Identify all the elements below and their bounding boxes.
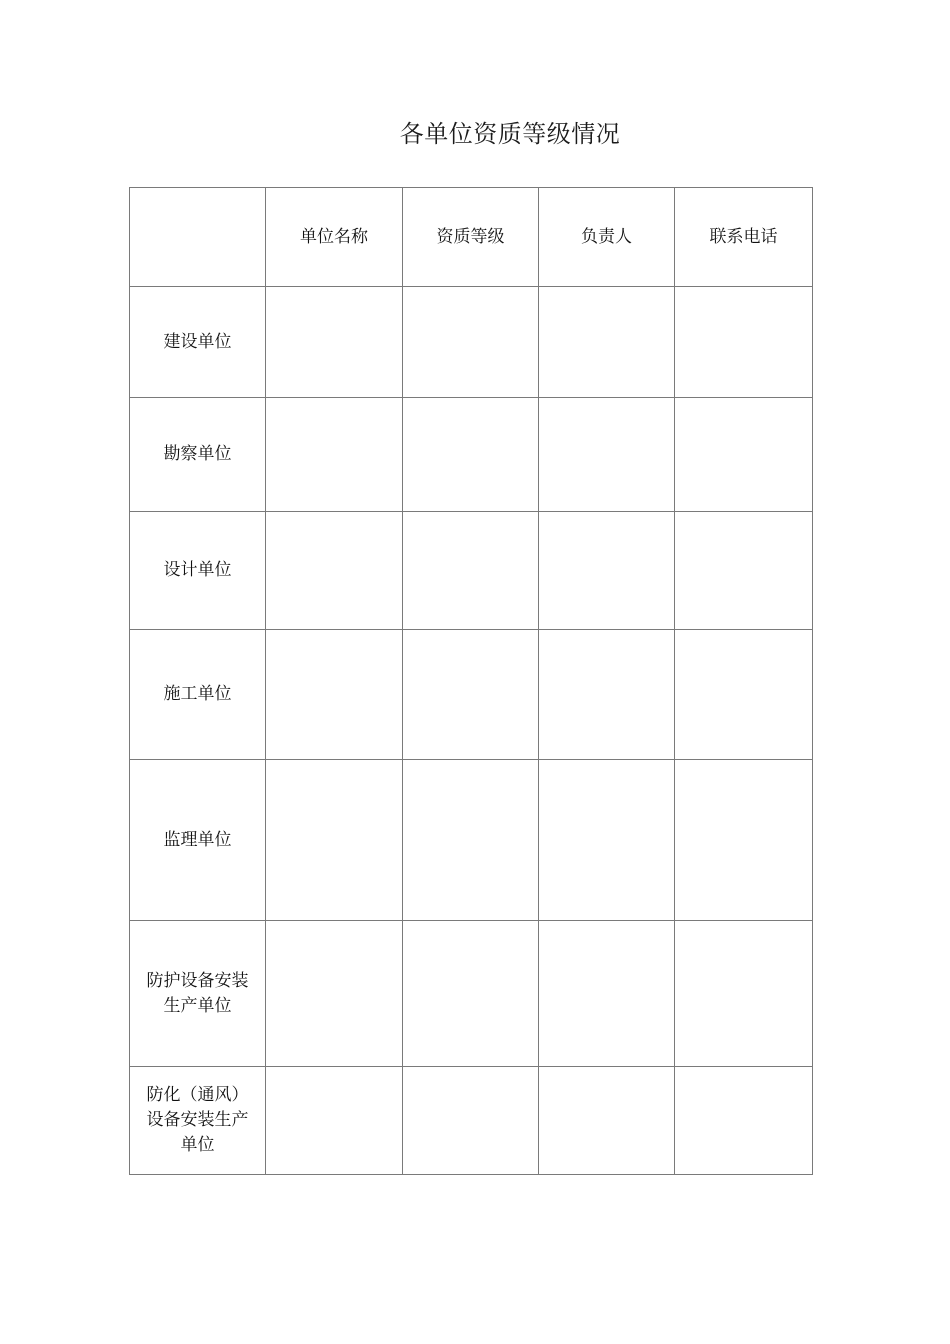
header-contact-phone: 联系电话 xyxy=(675,188,813,287)
qualification-level-cell[interactable] xyxy=(403,1067,539,1175)
unit-name-cell[interactable] xyxy=(266,287,403,398)
table-row xyxy=(130,512,813,630)
qualification-level-cell[interactable] xyxy=(403,921,539,1067)
table-row xyxy=(130,287,813,398)
contact-phone-cell[interactable] xyxy=(675,921,813,1067)
row-label: 施工单位 xyxy=(163,684,232,704)
person-in-charge-cell[interactable] xyxy=(539,921,675,1067)
header-person-in-charge: 负责人 xyxy=(539,188,675,287)
qualification-level-cell[interactable] xyxy=(403,630,539,760)
person-in-charge-cell[interactable] xyxy=(539,760,675,921)
table-row xyxy=(130,398,813,512)
row-label-cell xyxy=(130,630,266,760)
row-label: 设计单位 xyxy=(163,560,232,580)
row-label: 建设单位 xyxy=(163,331,232,352)
row-label: 防化（通风）设备安装生产单位 xyxy=(146,1085,249,1155)
unit-name-cell[interactable] xyxy=(266,512,403,630)
contact-phone-cell[interactable] xyxy=(675,630,813,760)
header-qualification-level: 资质等级 xyxy=(403,188,539,287)
person-in-charge-cell[interactable] xyxy=(539,398,675,512)
unit-name-cell[interactable] xyxy=(266,630,403,760)
row-label-cell xyxy=(130,287,266,398)
row-label-cell xyxy=(130,760,266,921)
unit-name-cell[interactable] xyxy=(266,921,403,1067)
table-row xyxy=(130,760,813,921)
table-row xyxy=(130,630,813,760)
contact-phone-cell[interactable] xyxy=(675,398,813,512)
page-title: 各单位资质等级情况 xyxy=(399,120,621,148)
row-label-cell xyxy=(130,512,266,630)
row-label-cell xyxy=(130,921,266,1067)
row-label: 勘察单位 xyxy=(163,444,232,464)
qualification-level-cell[interactable] xyxy=(403,398,539,512)
table-row xyxy=(130,1067,813,1175)
row-label: 防护设备安装生产单位 xyxy=(146,970,249,1016)
person-in-charge-cell[interactable] xyxy=(539,512,675,630)
row-label: 监理单位 xyxy=(163,829,232,850)
row-label-cell xyxy=(130,398,266,512)
person-in-charge-cell[interactable] xyxy=(539,287,675,398)
qualification-level-cell[interactable] xyxy=(403,760,539,921)
qualification-level-cell[interactable] xyxy=(403,512,539,630)
row-label-cell xyxy=(130,1067,266,1175)
contact-phone-cell[interactable] xyxy=(675,512,813,630)
person-in-charge-cell[interactable] xyxy=(539,1067,675,1175)
corner-cell xyxy=(130,188,266,287)
qualification-table xyxy=(129,187,813,1175)
unit-name-cell[interactable] xyxy=(266,760,403,921)
person-in-charge-cell[interactable] xyxy=(539,630,675,760)
contact-phone-cell[interactable] xyxy=(675,1067,813,1175)
contact-phone-cell[interactable] xyxy=(675,760,813,921)
unit-name-cell[interactable] xyxy=(266,1067,403,1175)
table-row xyxy=(130,921,813,1067)
table-header-row xyxy=(130,188,813,287)
unit-name-cell[interactable] xyxy=(266,398,403,512)
contact-phone-cell[interactable] xyxy=(675,287,813,398)
header-unit-name: 单位名称 xyxy=(266,188,403,287)
qualification-level-cell[interactable] xyxy=(403,287,539,398)
